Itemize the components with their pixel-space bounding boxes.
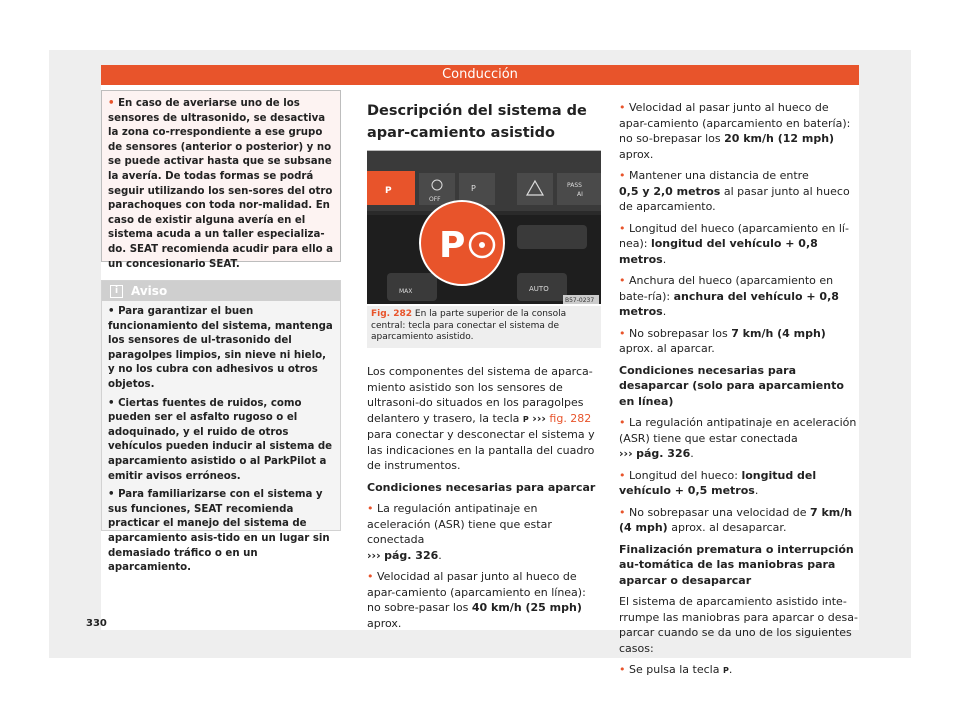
button-ai-label: AI: [577, 191, 583, 198]
list-item-bold: 7 km/h (4 mph): [619, 505, 853, 534]
note-item: • Ciertas fuentes de ruidos, como pueden ser el asfalto rugoso o el adoquinado, y el ruido de otros vehículos pueden inducir al sistema de aparcamiento asistido o al ParkPilot a emitir avisos erróneos.: [108, 397, 333, 482]
note-item: • Para familiarizarse con el sistema y sus funciones, SEAT recomienda practicar el manejo del sistema de aparcamiento asis-tido en un lugar sin demasiado tráfico o en un aparcamiento.: [108, 489, 330, 574]
list-item-text: No sobrepasar una velocidad de: [629, 505, 807, 519]
note-title: Aviso: [131, 284, 168, 298]
heading-interruption: Finalización prematura o interrupción au-tomática de las maniobras para aparcar o desaparcar: [619, 542, 854, 587]
list-item: • Mantener una distancia de entre 0,5 y 2,0 metros al pasar junto al hueco de aparcamiento.: [619, 169, 850, 213]
intro-text-a: Los componentes del sistema de aparca-miento asistido son los sensores de ultrasoni-do situados en los paragolpes delantero y trasero, la tecla: [367, 365, 593, 425]
button-off-label: OFF: [429, 196, 441, 203]
button-auto-label: AUTO: [529, 285, 549, 293]
figure-reference-link[interactable]: fig. 282: [549, 411, 592, 425]
list-item-text: aprox. al desaparcar.: [671, 521, 787, 534]
ref-arrow: ›››: [619, 447, 633, 460]
list-item-text: aprox.: [367, 616, 402, 630]
middle-column: [367, 364, 601, 637]
list-item: • Se pulsa la tecla P.: [619, 663, 733, 676]
note-item-text: Ciertas fuentes de ruidos, como pueden ser el asfalto rugoso o el adoquinado, y el ruido de otros vehículos pueden inducir al sistema de aparcamiento asistido o al ParkPilot a emitir avisos erróneos.: [108, 397, 333, 482]
button-max-label: MAX: [399, 288, 413, 295]
list-item-bold: anchura del vehículo + 0,8 metros: [619, 289, 839, 318]
list-item-text: La regulación antipatinaje en aceleración (ASR) tiene que estar conectada: [619, 416, 857, 445]
figure-label: Fig. 282: [371, 309, 413, 319]
list-item-bold: 20 km/h (12 mph): [724, 132, 835, 145]
park-assist-icon: P: [439, 225, 466, 266]
list-item-text: Anchura del hueco (aparcamiento en bate-ría):: [619, 274, 834, 303]
page-reference-link[interactable]: pág. 326: [384, 548, 439, 562]
page-number: 330: [86, 618, 107, 629]
chapter-header: Conducción: [101, 65, 859, 85]
list-item: • No sobrepasar los 7 km/h (4 mph) aprox. al aparcar.: [619, 326, 826, 355]
warning-text: En caso de averiarse uno de los sensores de ultrasonido, se desactiva la zona co-rrespondiente a ese grupo de sensores (anterior o posterior) y no se puede activar hasta que se subsane la avería. De todas formas se podrá seguir utilizando los sen-sores del otro parachoques con toda nor-malidad. En caso de existir alguna avería en el sistema acuda a un taller especializa-do. SEAT recomienda acudir para ello a un concesionario SEAT.: [108, 98, 333, 270]
right-column: [619, 100, 859, 685]
list-item-text: Velocidad al pasar junto al hueco de apar-camiento (aparcamiento en batería): no so-brepasar los: [619, 101, 851, 145]
info-icon: i: [110, 285, 123, 298]
list-item: • La regulación antipatinaje en aceleración (ASR) tiene que estar conectada ››› pág. 326.: [619, 416, 857, 460]
list-item-text: al pasar junto al hueco de aparcamiento.: [619, 184, 850, 213]
list-item-text: No sobrepasar los: [629, 326, 728, 340]
list-item-text: Longitud del hueco (aparcamiento en lí-nea):: [619, 221, 849, 250]
bullet-icon: •: [108, 98, 115, 109]
list-item: • Longitud del hueco (aparcamiento en lí-nea): longitud del vehículo + 0,8 metros.: [619, 221, 849, 266]
figure-caption-text: En la parte superior de la consola central: tecla para conectar el sistema de aparcamiento asistido.: [371, 309, 567, 343]
park-key-icon: P: [722, 666, 729, 675]
intro-text-b: para conectar y desconectar el sistema y las indicaciones en la pantalla del cuadro de instrumentos.: [367, 428, 595, 472]
list-item-text: Se pulsa la tecla: [629, 663, 720, 676]
svg-text:P: P: [471, 184, 476, 193]
console-illustration: [367, 151, 601, 304]
list-item-text: aprox. al aparcar.: [619, 342, 715, 355]
list-item-text: aprox.: [619, 147, 654, 161]
note-item-text: Para familiarizarse con el sistema y sus funciones, SEAT recomienda practicar el manejo del sistema de aparcamiento asis-tido en un lugar sin demasiado tráfico o en un aparcamiento.: [108, 489, 330, 574]
heading-unpark-conditions: Condiciones necesarias para desaparcar (solo para aparcamiento en línea): [619, 363, 844, 408]
list-item-bold: 0,5 y 2,0 metros: [619, 184, 721, 198]
list-item-bold: 40 km/h (25 mph): [471, 601, 582, 614]
heading-park-conditions: Condiciones necesarias para aparcar: [367, 480, 596, 494]
list-item: • No sobrepasar una velocidad de 7 km/h (4 mph) aprox. al desaparcar.: [619, 505, 853, 534]
figure-code: B57-0237: [565, 297, 595, 304]
list-item: • Velocidad al pasar junto al hueco de apar-camiento (aparcamiento en batería): no so-brepasar los 20 km/h (12 mph) aprox.: [619, 101, 851, 161]
ref-arrow: ›››: [367, 548, 381, 562]
list-item: • Longitud del hueco: longitud del vehículo + 0,5 metros.: [619, 468, 817, 497]
park-key-icon: P: [522, 414, 529, 424]
note-box: [101, 280, 341, 574]
svg-text:P: P: [385, 186, 392, 196]
page-reference-link[interactable]: pág. 326: [636, 447, 691, 460]
list-item-bold: longitud del vehículo + 0,5 metros: [619, 468, 817, 497]
note-header: [102, 281, 340, 301]
list-item: • Anchura del hueco (aparcamiento en bate-ría): anchura del vehículo + 0,8 metros.: [619, 274, 839, 318]
list-item-text: Mantener una distancia de entre: [629, 169, 809, 182]
list-item-text: Longitud del hueco:: [629, 468, 738, 482]
list-item-text: Velocidad al pasar junto al hueco de apar-camiento (aparcamiento en línea): no sobre-pasar los: [367, 570, 586, 614]
list-item-bold: longitud del vehículo + 0,8 metros: [619, 237, 818, 266]
intro-paragraph: [367, 364, 601, 474]
note-item: • Para garantizar el buen funcionamiento del sistema, mantenga los sensores de ul-trasonido del paragolpes limpios, sin nieve ni hielo, y no los cubra con adhesivos u otros objetos.: [108, 306, 333, 390]
list-item: • La regulación antipatinaje en aceleración (ASR) tiene que estar conectada ››› pág. 326.: [367, 502, 552, 562]
warning-box: [101, 90, 341, 270]
button-pass-label: PASS: [567, 182, 582, 189]
list-item-text: La regulación antipatinaje en aceleración (ASR) tiene que estar conectada: [367, 502, 552, 546]
ref-arrow: ›››: [532, 411, 546, 425]
figure-console: [367, 151, 601, 304]
note-item-text: Para garantizar el buen funcionamiento del sistema, mantenga los sensores de ul-trasonido del paragolpes limpios, sin nieve ni hielo, y no los cubra con adhesivos u otros objetos.: [108, 306, 333, 390]
figure-caption: [367, 306, 601, 348]
list-item-bold: 7 km/h (4 mph): [731, 326, 826, 340]
list-item: • Velocidad al pasar junto al hueco de apar-camiento (aparcamiento en línea): no sobre-pasar los 40 km/h (25 mph) aprox.: [367, 570, 586, 630]
section-title: Descripción del sistema de apar-camiento asistido: [367, 100, 601, 151]
paragraph: El sistema de aparcamiento asistido inte-rrumpe las maniobras para aparcar o desa-parcar cuando se da uno de los siguientes casos:: [619, 595, 858, 655]
